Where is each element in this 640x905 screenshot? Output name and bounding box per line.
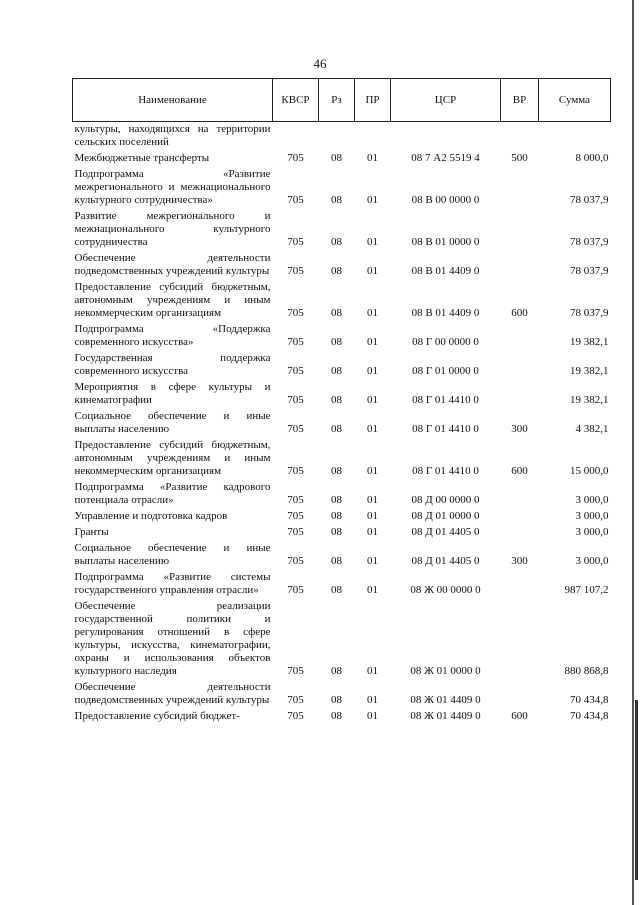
cell-rz: 08 (331, 710, 342, 722)
cell-rz: 08 (331, 665, 342, 677)
cell-name: культуры, находящихся на территории сельских поселений (74, 123, 271, 148)
cell-sum: 4 382,1 (575, 423, 609, 435)
cell-sum: 987 107,2 (564, 584, 609, 596)
cell-csr: 08 Ж 01 4409 0 (410, 710, 481, 722)
table-row (73, 709, 611, 725)
cell-name: Предоставление субсидий бюджет- (74, 710, 240, 722)
cell-name: Обеспечение деятельности подведомственных учреждений культуры (74, 252, 271, 277)
table-header-row (73, 79, 611, 122)
cell-pr: 01 (367, 236, 378, 248)
cell-sum: 78 037,9 (570, 307, 609, 319)
cell-rz: 08 (331, 265, 342, 277)
page-edge-line (632, 0, 634, 905)
cell-sum (539, 122, 611, 152)
table-row (73, 351, 611, 380)
cell-vr: 300 (511, 423, 528, 435)
cell-rz: 08 (331, 465, 342, 477)
cell-csr: 08 Д 01 4405 0 (411, 555, 480, 567)
cell-name: Подпрограмма «Развитие межрегионального и межнационального культурного сотрудничества» (74, 168, 271, 206)
cell-vr (501, 525, 539, 541)
cell-name: Предоставление субсидий бюджетным, автономным учреждениям и иным некоммерческим организациям (74, 281, 271, 319)
cell-csr: 08 Ж 01 4409 0 (410, 694, 481, 706)
cell-pr: 01 (367, 465, 378, 477)
cell-sum: 78 037,9 (570, 194, 609, 206)
cell-kvsr: 705 (287, 236, 304, 248)
cell-vr (501, 251, 539, 280)
cell-name: Обеспечение деятельности подведомственных учреждений культуры (74, 681, 271, 706)
header-sum: Сумма (539, 79, 611, 122)
header-pr: ПР (355, 79, 391, 122)
cell-kvsr (273, 122, 319, 152)
cell-vr (501, 509, 539, 525)
cell-csr: 08 В 01 0000 0 (411, 236, 480, 248)
cell-kvsr: 705 (287, 526, 304, 538)
cell-csr: 08 Г 01 0000 0 (412, 365, 479, 377)
cell-name: Управление и подготовка кадров (74, 510, 228, 522)
cell-rz: 08 (331, 494, 342, 506)
cell-rz: 08 (331, 526, 342, 538)
cell-rz: 08 (331, 365, 342, 377)
cell-vr: 300 (511, 555, 528, 567)
cell-rz: 08 (331, 194, 342, 206)
cell-vr (501, 599, 539, 680)
cell-sum: 78 037,9 (570, 265, 609, 277)
cell-rz: 08 (331, 307, 342, 319)
cell-vr (501, 167, 539, 209)
cell-name: Социальное обеспечение и иные выплаты населению (74, 410, 271, 435)
table-row (73, 322, 611, 351)
cell-sum: 15 000,0 (570, 465, 609, 477)
header-kvsr: КВСР (273, 79, 319, 122)
cell-pr: 01 (367, 423, 378, 435)
cell-kvsr: 705 (287, 265, 304, 277)
cell-pr (355, 122, 391, 152)
cell-pr: 01 (367, 394, 378, 406)
cell-kvsr: 705 (287, 465, 304, 477)
cell-csr: 08 Г 01 4410 0 (412, 394, 479, 406)
cell-sum: 3 000,0 (575, 555, 609, 567)
cell-rz: 08 (331, 336, 342, 348)
cell-name: Межбюджетные трансферты (74, 152, 210, 164)
cell-pr: 01 (367, 494, 378, 506)
cell-pr: 01 (367, 584, 378, 596)
cell-csr: 08 В 00 0000 0 (411, 194, 480, 206)
cell-pr: 01 (367, 555, 378, 567)
header-vr: ВР (501, 79, 539, 122)
cell-vr: 500 (511, 152, 528, 164)
cell-csr: 08 Г 00 0000 0 (412, 336, 479, 348)
cell-kvsr: 705 (287, 510, 304, 522)
table-row (73, 525, 611, 541)
cell-sum: 70 434,8 (570, 710, 609, 722)
cell-sum: 78 037,9 (570, 236, 609, 248)
cell-vr: 600 (511, 710, 528, 722)
cell-vr (501, 480, 539, 509)
cell-kvsr: 705 (287, 336, 304, 348)
cell-vr (501, 570, 539, 599)
cell-pr: 01 (367, 307, 378, 319)
cell-sum: 19 382,1 (570, 394, 609, 406)
cell-name: Государственная поддержка современного искусства (74, 352, 271, 377)
table-row (73, 122, 611, 152)
cell-name: Гранты (74, 526, 109, 538)
cell-csr: 08 Д 01 4405 0 (411, 526, 480, 538)
cell-sum: 70 434,8 (570, 694, 609, 706)
cell-vr: 600 (511, 465, 528, 477)
cell-csr (391, 122, 501, 152)
cell-kvsr: 705 (287, 365, 304, 377)
cell-kvsr: 705 (287, 307, 304, 319)
cell-pr: 01 (367, 665, 378, 677)
cell-name: Мероприятия в сфере культуры и кинематографии (74, 381, 271, 406)
cell-vr: 600 (511, 307, 528, 319)
cell-name: Подпрограмма «Развитие системы государственного управления отрасли» (74, 571, 271, 596)
cell-kvsr: 705 (287, 194, 304, 206)
cell-sum: 3 000,0 (575, 494, 609, 506)
cell-pr: 01 (367, 510, 378, 522)
table-row (73, 380, 611, 409)
cell-kvsr: 705 (287, 555, 304, 567)
cell-csr: 08 В 01 4409 0 (411, 307, 480, 319)
table-row (73, 509, 611, 525)
cell-pr: 01 (367, 694, 378, 706)
table-row (73, 570, 611, 599)
cell-csr: 08 Ж 01 0000 0 (410, 665, 481, 677)
cell-csr: 08 Г 01 4410 0 (412, 465, 479, 477)
cell-kvsr: 705 (287, 423, 304, 435)
cell-kvsr: 705 (287, 694, 304, 706)
cell-vr (501, 122, 539, 152)
cell-name: Подпрограмма «Поддержка современного искусства» (74, 323, 271, 348)
cell-vr (501, 380, 539, 409)
header-csr: ЦСР (391, 79, 501, 122)
cell-csr: 08 Д 01 0000 0 (411, 510, 480, 522)
cell-vr (501, 680, 539, 709)
page-edge-shadow (635, 700, 638, 880)
cell-pr: 01 (367, 526, 378, 538)
cell-kvsr: 705 (287, 494, 304, 506)
cell-sum: 19 382,1 (570, 365, 609, 377)
cell-sum: 880 868,8 (564, 665, 609, 677)
table-row (73, 251, 611, 280)
cell-vr (501, 351, 539, 380)
cell-name: Предоставление субсидий бюджетным, автономным учреждениям и иным некоммерческим организациям (74, 439, 271, 477)
page-number: 46 (313, 56, 327, 71)
cell-csr: 08 7 А2 5519 4 (411, 152, 480, 164)
table-row (73, 541, 611, 570)
cell-kvsr: 705 (287, 152, 304, 164)
header-rz: Рз (319, 79, 355, 122)
cell-csr: 08 Г 01 4410 0 (412, 423, 479, 435)
cell-rz (319, 122, 355, 152)
header-name: Наименование (73, 79, 273, 122)
cell-name: Социальное обеспечение и иные выплаты населению (74, 542, 271, 567)
cell-kvsr: 705 (287, 394, 304, 406)
cell-rz: 08 (331, 394, 342, 406)
cell-rz: 08 (331, 555, 342, 567)
table-row (73, 438, 611, 480)
cell-vr (501, 209, 539, 251)
cell-csr: 08 Ж 00 0000 0 (410, 584, 481, 596)
table-row (73, 599, 611, 680)
cell-rz: 08 (331, 694, 342, 706)
table-row (73, 409, 611, 438)
cell-pr: 01 (367, 265, 378, 277)
cell-kvsr: 705 (287, 665, 304, 677)
cell-pr: 01 (367, 365, 378, 377)
cell-kvsr: 705 (287, 710, 304, 722)
cell-csr: 08 В 01 4409 0 (411, 265, 480, 277)
cell-name: Развитие межрегионального и межнационального культурного сотрудничества (74, 210, 271, 248)
cell-rz: 08 (331, 584, 342, 596)
cell-pr: 01 (367, 152, 378, 164)
table-row (73, 280, 611, 322)
cell-sum: 3 000,0 (575, 510, 609, 522)
cell-sum: 8 000,0 (575, 152, 609, 164)
cell-csr: 08 Д 00 0000 0 (411, 494, 480, 506)
table-row (73, 151, 611, 167)
table-row (73, 680, 611, 709)
cell-pr: 01 (367, 710, 378, 722)
cell-rz: 08 (331, 152, 342, 164)
cell-name: Обеспечение реализации государственной политики и регулирования отношений в сфере культуры, искусства, кинематографии, охраны и использования объектов культурного наследия (74, 600, 271, 677)
cell-kvsr: 705 (287, 584, 304, 596)
table-row (73, 209, 611, 251)
cell-rz: 08 (331, 510, 342, 522)
budget-table (72, 78, 611, 725)
cell-rz: 08 (331, 423, 342, 435)
cell-name: Подпрограмма «Развитие кадрового потенциала отрасли» (74, 481, 271, 506)
table-row (73, 167, 611, 209)
table-row (73, 480, 611, 509)
cell-rz: 08 (331, 236, 342, 248)
cell-pr: 01 (367, 194, 378, 206)
cell-sum: 3 000,0 (575, 526, 609, 538)
cell-vr (501, 322, 539, 351)
cell-sum: 19 382,1 (570, 336, 609, 348)
cell-pr: 01 (367, 336, 378, 348)
